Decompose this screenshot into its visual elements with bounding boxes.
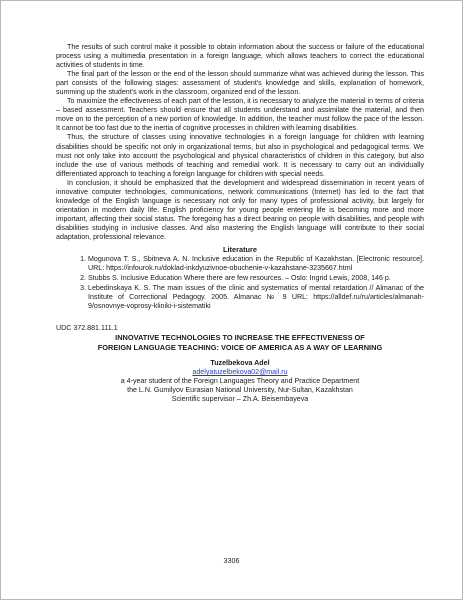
author-affiliation: the L.N. Gumilyov Eurasian National University, Nur-Sultan, Kazakhstan [127, 386, 353, 395]
scientific-supervisor: Scientific supervisor – Zh.A. Beisembayeva [171, 395, 309, 404]
paragraph-structure: Thus, the structure of classes using innovative technologies in a foreign language for children with learning disabilities should be specific not only in organizational terms, but also in psychological and pedagogical terms. We must not only take into account the psychological and physical characteristics of children in this category, but also include the use of various methods of teaching and remedial work. It is necessary to carry out an individually differentiated approach to teaching a foreign language for children with special needs. [56, 133, 424, 178]
reference-item: 2. Stubbs S. Inclusive Education Where there are few resources. – Oslo: Ingrid Lewis, 2008, 146 p. [88, 274, 424, 283]
paragraph-conclusion: In conclusion, it should be emphasized that the development and widespread dissemination in recent years of innovative computer technologies, communications, network communications (Internet) has led to the fact that knowledge of the English language is necessary not only for many types of professional activity, but largely for orientation in modern daily life. English proficiency for young people entering life is becoming more and more important, affecting their social status. The foregoing has a direct bearing on people with disabilities, and people with disabilities studying in inclusive classes. And also mastering the English language willl contribute to their social adaptation, professional relevance. [56, 178, 424, 241]
reference-item: 1. Mogunova T. S., Sbitneva A. N. Inclusive education in the Republic of Kazakhstan. [Electronic resource]. URL: https://infourok.ru/doklad-inkdyuzivnoe-obuchenie-v-kazahstane-3235667.html [88, 255, 424, 273]
paragraph-effectiveness: To maximize the effectiveness of each part of the lesson, it is necessary to analyze the material in terms of criteria – based assessment. Teachers should ensure that all students understand and assimilate the material, and then move on to the perception of a new portion of knowledge. In addition, the teacher must follow the pace of the lesson. It cannot be too fast due to the inertia of cognitive processes in children with learning disabilities. [56, 97, 424, 133]
reference-list [56, 255, 424, 311]
author-position: a 4-year student of the Foreign Languages Theory and Practice Department [120, 377, 360, 386]
author-block [56, 359, 424, 404]
author-name: Tuzelbekova Adel [210, 359, 270, 368]
reference-item: 3. Lebedinskaya K. S. The main issues of the clinic and systematics of mental retardation // Almanac of the Institute of Correctional Pedagogy. 2005. Almanac № 9 URL: https://alldef.ru/ru/articles/almanah-9/osnovnye-voprosy-kliniki-i-sistematiki [88, 284, 424, 311]
article-title-line: INNOVATIVE TECHNOLOGIES TO INCREASE THE EFFECTIVENESS OF [115, 333, 365, 343]
page-number: 3306 [223, 557, 240, 565]
author-email-link[interactable]: adelyatuzelbekova02@mail.ru [192, 368, 288, 377]
udc-code: UDC 372.881.111.1 [56, 324, 118, 333]
page-content [56, 43, 424, 404]
article-title-line: FOREIGN LANGUAGE TEACHING: VOICE OF AMERICA AS A WAY OF LEARNING [97, 342, 383, 352]
literature-heading: Literature [222, 245, 258, 255]
paragraph-final-part: The final part of the lesson or the end of the lesson should summarize what was achieved during the lesson. This part consists of the following stages: assessment of student's knowledge and skills, explanation of homework, summing up the student's work in the classroom, organized end of the lesson. [56, 70, 424, 97]
paragraph-control-results: The results of such control make it possible to obtain information about the success or failure of the educational process using a multimedia presentation in a foreign language, which allows teachers to correct the educational activities of students in time. [56, 43, 424, 70]
article-title [56, 333, 424, 352]
